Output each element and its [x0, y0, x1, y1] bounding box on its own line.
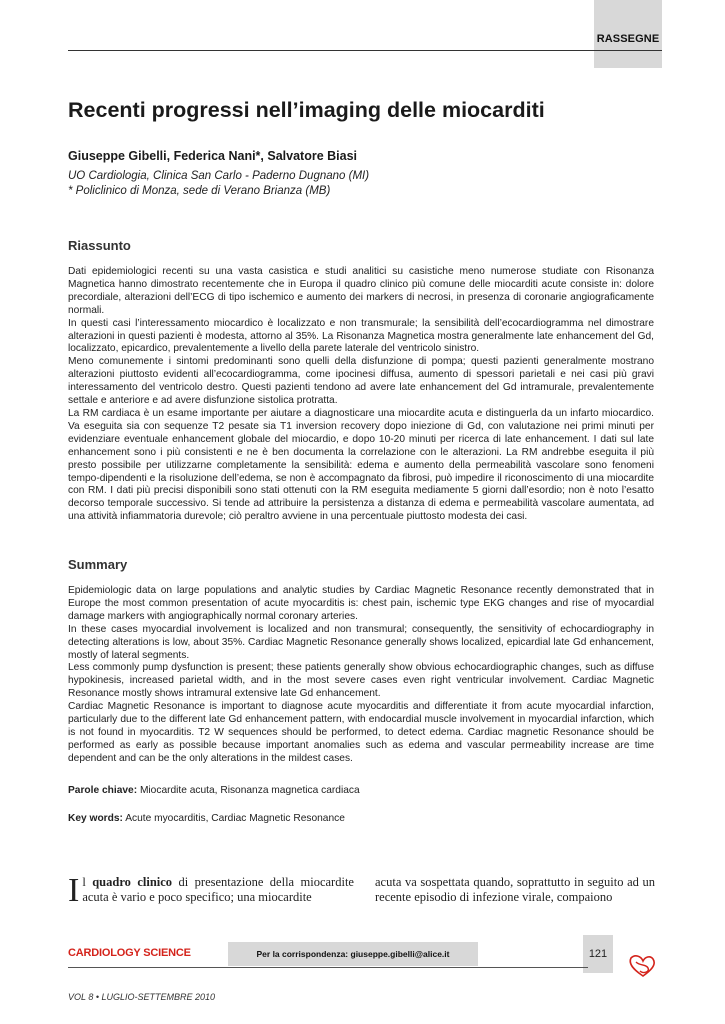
summary-heading: Summary — [68, 557, 128, 572]
body-paragraph — [68, 872, 354, 909]
riassunto-heading: Riassunto — [68, 238, 131, 253]
key-words-values: Acute myocarditis, Cardiac Magnetic Resonance — [125, 813, 345, 824]
summary-body — [68, 585, 654, 766]
affiliation-1: UO Cardiologia, Clinica San Carlo - Paderno Dugnano (MI) — [68, 170, 370, 182]
riassunto-paragraph: La RM cardiaca è un esame importante per aiutare a diagnosticare una miocardite acuta e distinguerla da un infarto miocardico. Va eseguita sia con sequenze T2 pesate sia T1 inversion recovery dopo iniezione di Gd, con valutazione nei primi minuti per evidenziare eventuale enhancement globale del miocardio, e dopo 10-20 minuti per ricerca di late enhancement. I dati sul late enhancement sono i più consistenti e ne è ben documenta la correlazione con le alterazioni. La RM andrebbe eseguita il più presto possibile per utilizzarne completamente la sensibilità: edema e aumento della permeabilità vascolare sono fenomeni tempo-dipendenti e la risoluzione dell’edema, se non è accompagnato da fibrosi, può impedire il riconoscimento di una miocardite con RM. I dati più precisi disponibili sono stati ottenuti con la RM eseguita mediamente 5 giorni dall’esordio; non è noto l’esatto decorso temporale successivo. Si tende ad attribuire la persistenza a distanza di edema e permeabilità vascolare aumentata, ad una attività infiammatoria durevole; ciò peraltro avviene in una percentuale piuttosto modesta dei casi. — [68, 407, 654, 523]
riassunto-paragraph: Dati epidemiologici recenti su una vasta casistica e studi analitici su casistiche meno numerose studiate con Risonanza Magnetica hanno dimostrato recentemente che in Europa il quadro clinico più comune delle miocarditi acute consiste in: dolore precordiale, alterazioni dell’ECG di tipo ischemico e aumento dei markers di necrosi, in presenza di coronarie angiograficamente normali. — [68, 266, 654, 316]
issue-info: VOL 8 • LUGLIO-SETTEMBRE 2010 — [68, 992, 216, 1002]
key-words-label: Key words: — [68, 813, 123, 824]
footer-rule — [68, 967, 588, 968]
section-label: RASSEGNE — [596, 33, 660, 45]
riassunto-body — [68, 266, 654, 524]
body-bold-term: quadro clinico — [92, 875, 173, 889]
summary-paragraph: Cardiac Magnetic Resonance is important to diagnose acute myocarditis and differentiate it from acute myocardial infarction, particularly due to the different late Gd enhancement pattern, with endocardial muscle involvement in myocardial infarction, which is not found in myocarditis. T2 W sequences should be performed, to detect edema. Cardiac magnetic Resonance should be performed as early as possible because important anomalies such as edema and vascular permeability increase are time dependent and can be the only alterations in the mildest cases. — [68, 701, 654, 764]
riassunto-paragraph: Meno comunemente i sintomi predominanti sono quelli della disfunzione di pompa; questi pazienti generalmente mostrano alterazioni piuttosto evidenti all’ecocardiogramma, come ipocinesi diffusa, aumento di spessori parietali e nei casi più gravi interessamento del ventricolo destro. Questi pazienti tendono ad avere late enhancement del Gd intramurale, prevalentemente settale e anteriore e ad avere disfunzione sistolica protratta. — [68, 356, 654, 407]
body-text: l — [82, 875, 93, 889]
body-text: di presentazione della miocardite acuta è vario e poco specifico; una miocardite — [82, 875, 354, 904]
body-column-left — [68, 872, 354, 909]
affiliation-2: * Policlinico di Monza, sede di Verano Brianza (MB) — [68, 185, 331, 197]
summary-paragraph: Less commonly pump dysfunction is present; these patients generally show obvious echocardiographic changes, such as diffuse hypokinesis, increased parietal width, and in the most severe cases even right ventricular involvement. Cardiac Magnetic Resonance mostly shows intramural extensive late Gd enhancement. — [68, 662, 654, 700]
summary-paragraph: In these cases myocardial involvement is localized and non transmural; consequently, the sensitivity of echocardiography in detecting alterations is low, about 35%. Cardiac Magnetic Resonance generally shows localized, epicardial late Gd enhancement, mostly of lateral segments. — [68, 623, 654, 661]
journal-name: CARDIOLOGY SCIENCE — [68, 947, 191, 959]
parole-chiave-label: Parole chiave: — [68, 785, 138, 796]
riassunto-paragraph: In questi casi l’interessamento miocardico è localizzato e non transmurale; la sensibilità dell’ecocardiogramma nel dimostrare alterazioni in questi pazienti è modesta, attorno al 35%. La Risonanza Magnetica mostra generalmente late enhancement del Gd, localizzato, epicardico, prevalentemente a livello della parete laterale del ventricolo sinistro. — [68, 317, 654, 355]
header-rule — [68, 50, 662, 51]
body-column-right — [375, 875, 655, 905]
article-title: Recenti progressi nell’imaging delle miocarditi — [68, 98, 545, 122]
heart-logo-icon — [626, 952, 660, 982]
key-words — [68, 813, 345, 824]
body-paragraph: acuta va sospettata quando, soprattutto in seguito ad un recente episodio di infezione virale, compaiono — [375, 875, 655, 904]
page-number: 121 — [588, 948, 608, 960]
parole-chiave-values: Miocardite acuta, Risonanza magnetica cardiaca — [139, 785, 360, 796]
author-list: Giuseppe Gibelli, Federica Nani*, Salvatore Biasi — [68, 149, 357, 163]
correspondence-email[interactable]: Per la corrispondenza: giuseppe.gibelli@alice.it — [256, 949, 450, 959]
parole-chiave — [68, 785, 360, 796]
drop-cap: I — [68, 872, 80, 909]
summary-paragraph: Epidemiologic data on large populations and analytic studies by Cardiac Magnetic Resonance recently demonstrated that in Europe the most common presentation of acute myocarditis is: chest pain, ischemic type EKG changes and rise of myocardial damage markers with angiographically normal coronary arteries. — [68, 585, 654, 622]
